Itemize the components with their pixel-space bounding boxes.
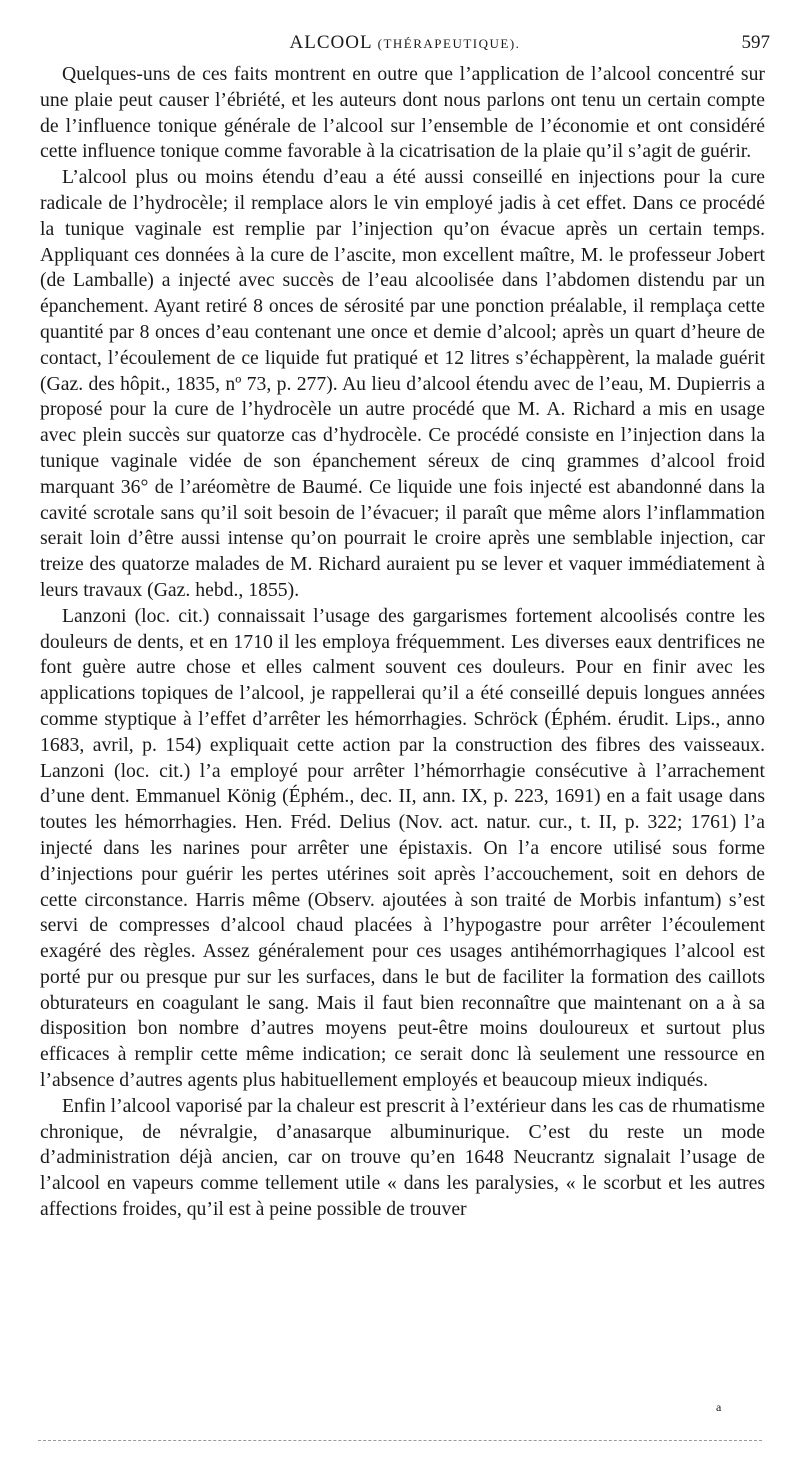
paragraph-2: L’alcool plus ou moins étendu d’eau a été aussi conseillé en injections pour la cure radicale de l’hydrocèle; il remplace alors le vin employé jadis à cet effet. Dans ce procédé la tunique vaginale est remplie par l’injection qu’on évacue après un certain temps. Appliquant ces données à la cure de l’ascite, mon excellent maître, M. le professeur Jobert (de Lamballe) a injecté avec succès de l’eau alcoolisée dans l’abdomen distendu par un épanchement. Ayant retiré 8 onces de sérosité par une ponction préalable, il remplaça cette quantité par 8 onces d’eau contenant une once et demie d’alcool; après un quart d’heure de contact, l’écoulement de ce liquide fut pratiqué et 12 litres s’échappèrent, la malade guérit (Gaz. des hôpit., 1835, nº 73, p. 277). Au lieu d’alcool étendu avec de l’eau, M. Dupierris a proposé pour la cure de l’hydrocèle un autre procédé que M. A. Richard a mis en usage avec plein succès sur quatorze cas d’hydrocèle. Ce procédé consiste en l’injection dans la tunique vaginale vidée de son épanchement séreux de cinq grammes d’alcool froid marquant 36° de l’aréomètre de Baumé. Ce liquide une fois injecté est abandonné dans la cavité scrotale sans qu’il soit besoin de l’évacuer; il paraît que même alors l’inflammation serait loin d’être aussi intense qu’on pourrait le croire après une semblable injection, car treize des quatorze malades de M. Richard auraient pu se lever et vaquer immédiatement à leurs travaux (Gaz. hebd., 1855).: [40, 166, 765, 601]
header-title: ALCOOL: [289, 32, 372, 53]
paragraph-1: Quelques-uns de ces faits montrent en outre que l’application de l’alcool concentré sur une plaie peut causer l’ébriété, et les auteurs dont nous parlons ont tenu un certain compte de l’influence tonique générale de l’alcool sur l’ensemble de l’économie et ont considéré cette influence tonique comme favorable à la cicatrisation de la plaie qu’il s’agit de guérir.: [40, 63, 765, 163]
signature-mark: a: [716, 1400, 722, 1414]
bottom-dashed-rule: [38, 1440, 762, 1441]
body-text: [40, 62, 765, 1223]
page-number: 597: [741, 32, 770, 53]
paragraph-4: Enfin l’alcool vaporisé par la chaleur est prescrit à l’extérieur dans les cas de rhumatisme chronique, de névralgie, d’anasarque albuminurique. C’est du reste un mode d’administration déjà ancien, car on trouve qu’en 1648 Neucrantz signalait l’usage de l’alcool en vapeurs comme tellement utile « dans les paralysies, « le scorbut et les autres affections froides, qu’il est à peine possible de trouver: [40, 1094, 765, 1221]
paragraph-3: Lanzoni (loc. cit.) connaissait l’usage des gargarismes fortement alcoolisés contre les douleurs de dents, et en 1710 il les employa fréquemment. Les diverses eaux dentrifices ne font guère autre chose et elles calment souvent ces douleurs. Pour en finir avec les applications topiques de l’alcool, je rappellerai qu’il a été conseillé depuis longues années comme styptique à l’effet d’arrêter les hémorrhagies. Schröck (Éphém. érudit. Lips., anno 1683, avril, p. 154) expliquait cette action par la construction des fibres des vaisseaux. Lanzoni (loc. cit.) l’a employé pour arrêter l’hémorrhagie consécutive à l’arrachement d’une dent. Emmanuel König (Éphém., dec. II, ann. IX, p. 223, 1691) en a fait usage dans toutes les hémorrhagies. Hen. Fréd. Delius (Nov. act. natur. cur., t. II, p. 322; 1761) l’a injecté dans les narines pour arrêter une épistaxis. On l’a encore utilisé sous forme d’injections pour guérir les pertes utérines soit après l’accouchement, soit en dehors de cette circonstance. Harris même (Observ. ajoutées à son traité de Morbis infantum) s’est servi de compresses d’alcool chaud placées à l’hypogastre pour arrêter l’écoulement exagéré des règles. Assez généralement pour ces usages antihémorrhagiques l’alcool est porté pur ou presque pur sur les surfaces, dans le but de faciliter la formation des caillots obturateurs en coagulant le sang. Mais il faut bien reconnaître que maintenant on a à sa disposition bon nombre d’autres moyens peut-être moins douloureux et surtout plus efficaces à remplir cette même indication; ce serait donc là seulement une ressource en l’absence d’autres agents plus habituellement employés et beaucoup mieux indiqués.: [40, 604, 765, 1092]
running-title: [40, 32, 770, 54]
running-header: [40, 32, 770, 58]
header-subtitle: (THÉRAPEUTIQUE).: [377, 36, 521, 51]
